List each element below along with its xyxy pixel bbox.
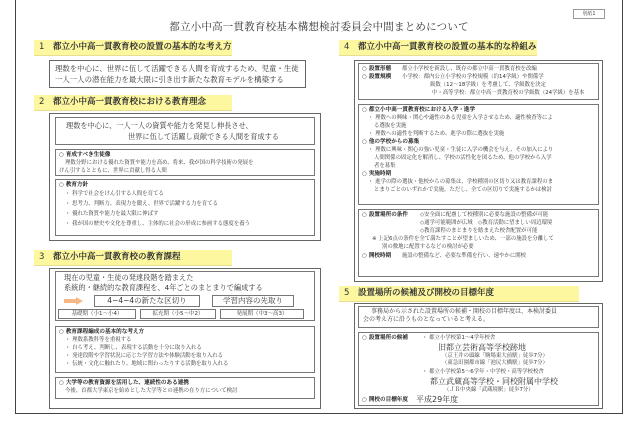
section-2-box	[49, 113, 321, 241]
entry-item: ・ 理数への興味・関心や適性のある児童を入学させるため、適性検査等によ	[368, 115, 553, 121]
timing-title: ○ 実施時期	[362, 171, 392, 177]
curriculum-basics-item: ・ 理数系教科等を重視する	[65, 337, 132, 343]
site-candidates-box	[358, 332, 599, 406]
document-title: 都立小中高一貫教育校基本構想検討委員会中間まとめについて	[169, 21, 469, 33]
target-year-label: ○ 開校の目標年度	[362, 396, 408, 403]
section-4-heading	[339, 40, 537, 55]
site-1-description: ・ 都立小学校第1〜4学年校舎	[422, 335, 496, 341]
section-number: 1	[39, 42, 45, 52]
section-heading-text: 都立小中高一貫教育校の教育課程	[53, 252, 181, 262]
recruit-line: 人間関係の固定化を解消し、学校の活性化を図るため、他の学校から入学	[374, 155, 552, 161]
scale-line: 級数（12〜18学級）を考慮して、学級数を決定	[430, 82, 547, 88]
recruit-title: ○ 他の学校からの募集	[362, 139, 420, 145]
curriculum-basics-item: ・ 自ら考え、判断し、表現する活動を十分に取り入れる	[65, 345, 202, 351]
education-policy-box	[55, 179, 315, 236]
curriculum-basics-title: ○ 教育課程編成の基本的な考え方	[59, 329, 145, 335]
site-summary-box	[358, 306, 599, 328]
phase-basic: 基礎期（小1〜小4）	[58, 309, 136, 319]
timing-line: とまりごとのいずれかで実施。ただし、全ての区切りで実施するかは検討	[374, 187, 552, 193]
form-label: ○ 設置形態	[362, 66, 392, 72]
timing-line: ・ 進学の際の選抜・他校からの募集は、学校種別の区切り又は教育課程のま	[368, 179, 553, 185]
site-2-description: ・ 都立小学校第5〜6学年・中学校・高等学校校舎	[422, 369, 544, 375]
ideal-student-title: ○ 育成すべき生徒像	[59, 152, 111, 158]
candidates-label: ○ 設置場所の候補	[362, 335, 408, 341]
ideal-student-line: けん引するとともに、世界に貢献し得る人間	[59, 168, 167, 174]
education-policy-title: ○ 教育方針	[59, 182, 89, 188]
university-cooperation-line: 今後、首都大学東京を始めとした大学等との連携の在り方について検討	[65, 388, 238, 394]
section-3-box	[49, 268, 321, 409]
section-1-line: 一人一人の潜在能力を最大限に引き出す新たな教育モデルを構築する	[55, 75, 284, 84]
section-2-heading	[34, 95, 232, 110]
phase-expansion: 拡充期（小5〜中2）	[140, 309, 216, 319]
ideal-student-box	[55, 149, 315, 176]
site-condition: ◇通学可能範囲が広域 ◇教育活動に望ましい周辺環境	[420, 220, 553, 226]
motto-line: 世界に伍して活躍し貢献できる人間を育成する	[128, 132, 279, 141]
site-condition: ◇教育課程のまとまりを踏まえた校舎配置が可能	[420, 228, 538, 234]
section-1-box	[49, 60, 306, 88]
site-summary-line: 事務局から示された設置場所の候補・開校の目標年度は、本検討委員	[371, 308, 558, 315]
section-heading-text: 都立小中高一貫教育校における教育理念	[53, 97, 207, 107]
section-3-heading	[34, 250, 232, 265]
division-label: 4−4−4の新たな区切り	[94, 295, 200, 307]
scale-line: 中・高等学校：都立中高一貫教育校の学級数（24学級）を基本	[432, 90, 585, 96]
policy-item: ・ 優れた資質や能力を最大限に伸ばす	[65, 211, 159, 217]
entry-title: ○ 都立小中高一貫教育校における入学・進学	[362, 107, 476, 113]
recruit-line: ・ 理数に興味・関心の強い児童・生徒に入学の機会を与え、その加入により	[368, 147, 554, 153]
motto-box	[55, 117, 315, 145]
entry-item: る選抜を実施	[374, 123, 407, 129]
arrow-right-icon	[64, 297, 84, 305]
section-4-box	[354, 60, 603, 282]
advance-learning-label: 学習内容の先取り	[212, 295, 294, 307]
site-1-name: 旧都立芸術高等学校跡地	[438, 343, 526, 352]
university-cooperation-box	[55, 377, 315, 399]
target-year-value: 平成29年度	[416, 395, 459, 404]
section-number: 4	[344, 42, 350, 52]
policy-item: ・ 我が国の歴史や文化を尊重し、主体的に社会の形成に参画する態度を養う	[65, 221, 250, 227]
section-number: 3	[39, 252, 45, 262]
phase-development: 発展期（中3〜高3）	[220, 309, 304, 319]
section-heading-text: 都立小中高一貫教育校の設置の基本的な枠組み	[358, 42, 537, 52]
section-5-heading	[339, 286, 579, 301]
scale-label: ○ 設置規模	[362, 74, 392, 80]
site-1-access: （東急田園都市線「池尻大橋駅」徒歩7分）	[442, 360, 548, 366]
university-cooperation-title: ○ 大学等の教育資源を活用した、連続性のある連携	[59, 380, 189, 386]
ideal-student-line: 理数分野における優れた資質や能力を高め、将来、我が国の科学技術の発展を	[65, 160, 254, 166]
section-heading-text: 設置場所の候補及び開校の目標年度	[358, 288, 495, 298]
form-text: 都立小学校を新設し、既存の都立中高一貫教育校を改編	[402, 66, 537, 72]
site-note: 別の敷地に配置するなどの検討が必要	[382, 244, 474, 250]
curriculum-intro-line: 系統的・継続的な教育課程を、4年ごとのまとまりで編成する	[64, 283, 263, 292]
entry-item: ・ 理数への適性を判断するため、進学の際に選抜を実施	[368, 131, 505, 137]
section-heading-text: 都立小中高一貫教育校の設置の基本的な考え方	[53, 42, 232, 52]
site-2-name: 都立武蔵高等学校・同校附属中学校	[430, 377, 558, 386]
site-conditions-label: ○ 設置場所の条件	[362, 212, 408, 218]
opening-text: 施設の整備など、必要な準備を行い、速やかに開校	[402, 253, 526, 259]
opening-label: ○ 開校時期	[362, 253, 392, 259]
site-1-access: （京王井の頭線「駒場東大前駅」徒歩7分）	[442, 353, 548, 359]
site-summary-line: 会の考え方に沿うものとなっていると考える。	[363, 316, 490, 323]
section-number: 5	[344, 288, 350, 298]
recruit-line: 者を募集	[374, 163, 396, 169]
curriculum-intro-box	[55, 271, 315, 321]
motto-line: 理数を中心に、一人一人の資質や能力を発見し伸長させ、	[66, 121, 253, 130]
curriculum-basics-item: ・ 発達段階や学習状況に応じた学習方法や体験活動を取り入れる	[65, 353, 224, 359]
site-note: ※ 上記6点の条件を全て満たすことが望ましいため、一部の施設を分離して	[372, 236, 554, 242]
attachment-tag: 別紙1	[573, 9, 605, 19]
site-condition: ◇安全面に配慮して校種別に必要な施設の整備が可能	[420, 212, 549, 218]
scale-line: 小学校：都内公立小学校の学校規模（約14学級）や関係学	[402, 74, 544, 80]
section-1-heading	[34, 40, 232, 55]
site-2-access: （ＪＲ中央線「武蔵境駅」徒歩7分）	[444, 387, 534, 393]
policy-item: ・ 科学で社会をけん引する人間を育てる	[65, 191, 164, 197]
site-conditions-box	[358, 209, 599, 277]
entry-box	[358, 104, 599, 205]
policy-item: ・ 思考力、判断力、表現力を鍛え、世界で活躍する力を育てる	[65, 201, 218, 207]
curriculum-basics-item: ・ 伝統・文化に触れたり、地域に関わったりする活動を取り入れる	[65, 361, 229, 367]
form-scale-box	[358, 63, 599, 100]
section-number: 2	[39, 97, 45, 107]
document-page	[15, 0, 623, 414]
section-1-line: 理数を中心に、世界に伍して活躍できる人間を育成するため、児童・生徒	[55, 64, 299, 73]
section-5-box	[354, 303, 603, 409]
curriculum-intro-line: 現在の児童・生徒の発達段階を踏まえた	[64, 273, 194, 282]
curriculum-basics-box	[55, 326, 315, 373]
